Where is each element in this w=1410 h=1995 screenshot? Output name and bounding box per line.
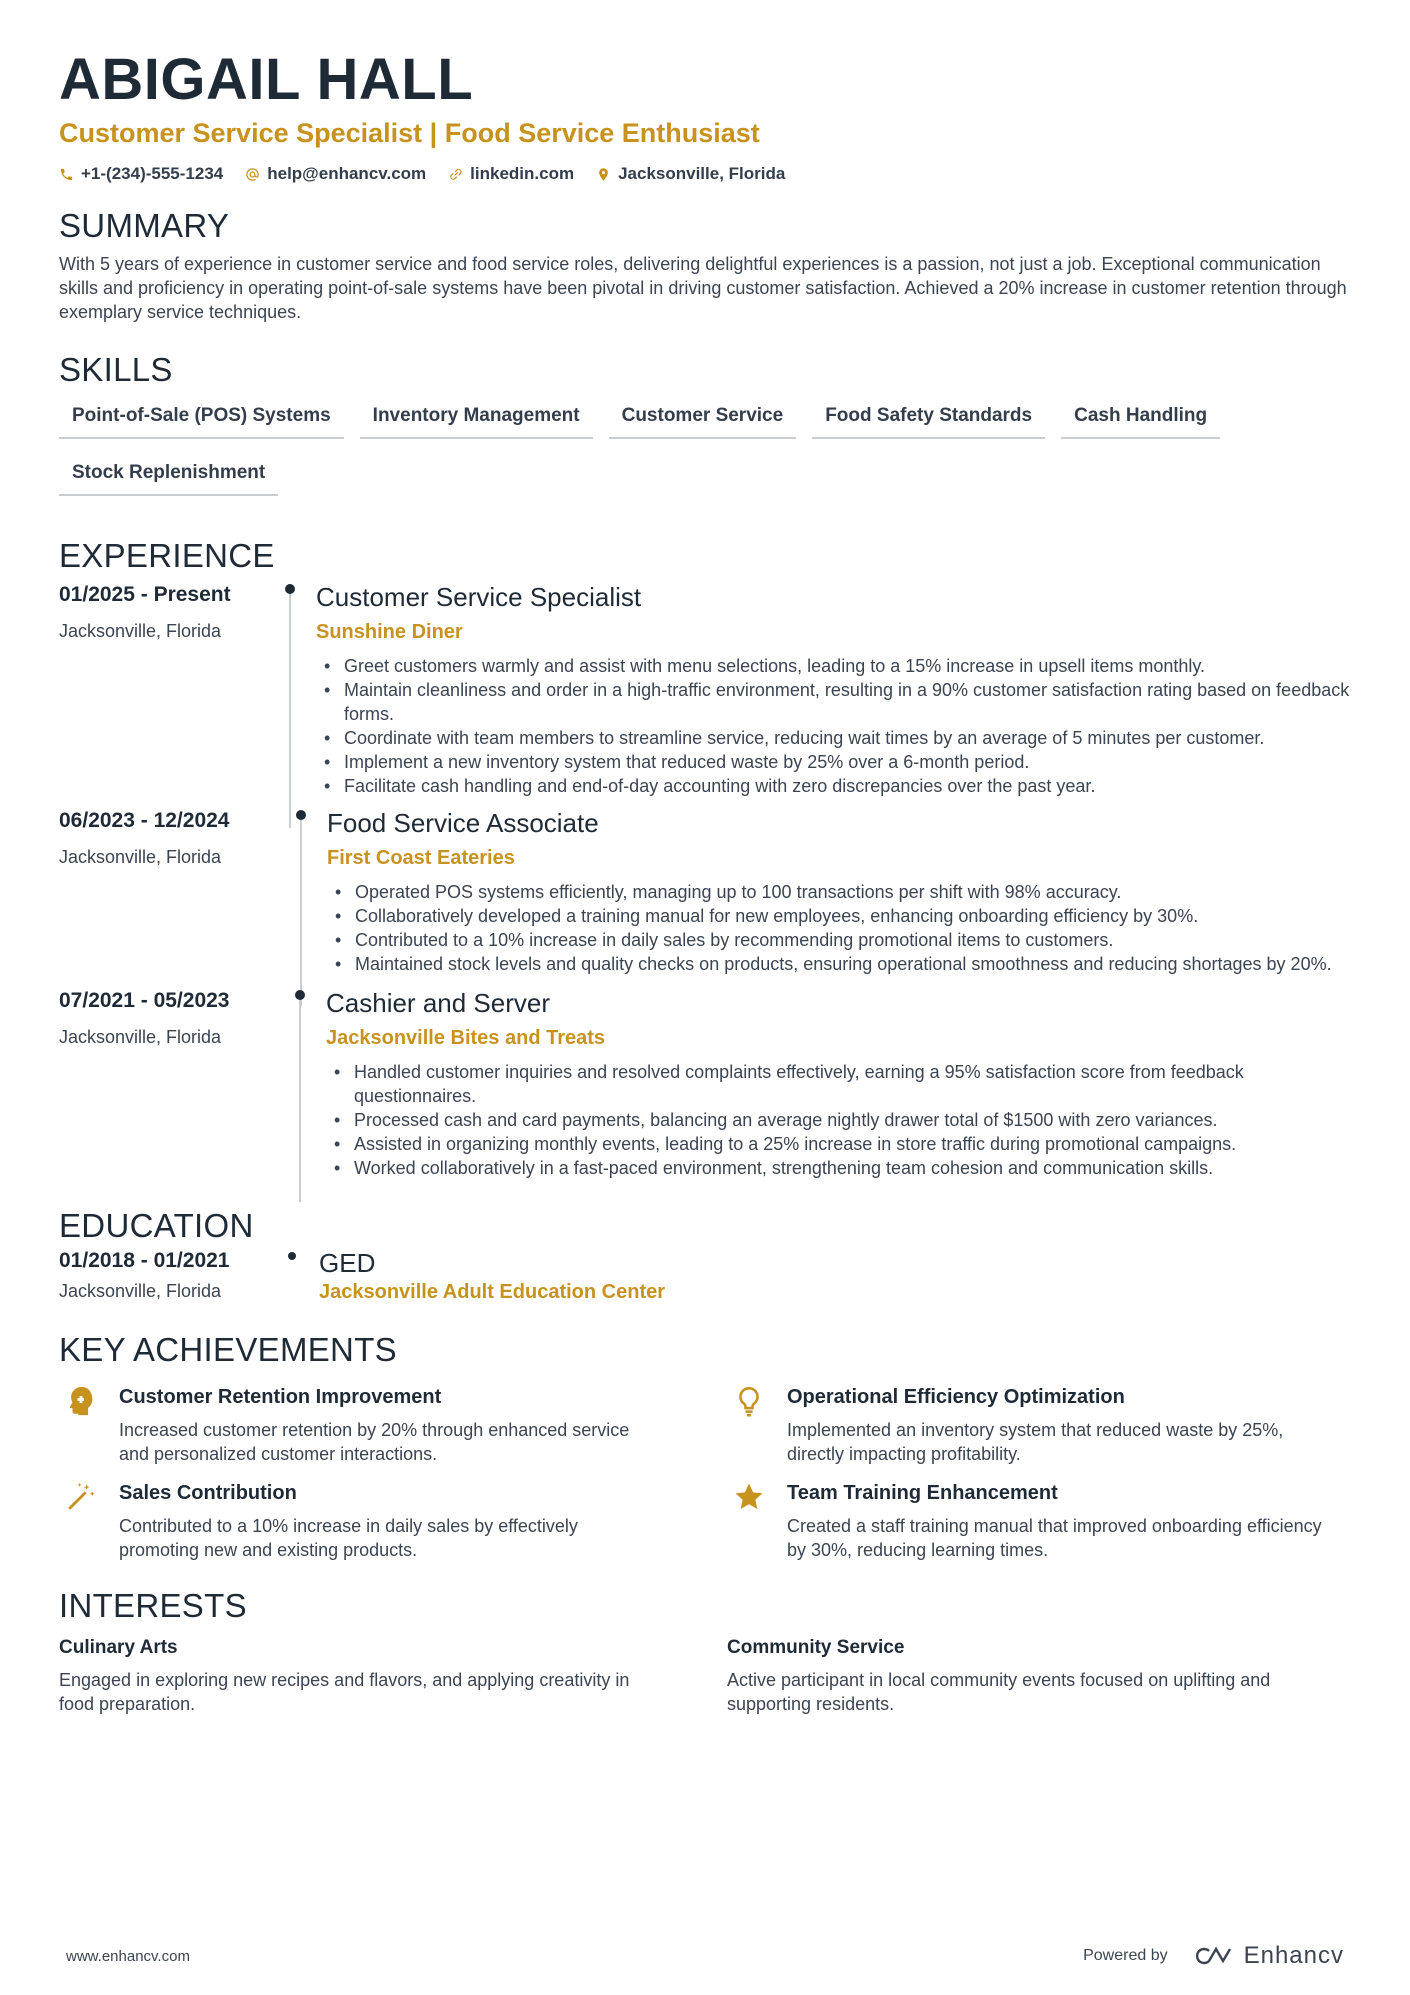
experience-location: Jacksonville, Florida	[59, 621, 222, 641]
experience-bullets	[326, 1060, 1351, 1180]
achievement-item	[727, 1384, 1327, 1466]
contact-bar	[59, 164, 1351, 184]
head-profile-icon	[64, 1384, 98, 1418]
footer	[66, 1942, 1344, 1970]
contact-phone-text: +1-(234)-555-1234	[81, 164, 224, 183]
bullet-item: • Collaboratively developed a training manual for new employees, enhancing onboarding efficiency by 30%.	[327, 904, 1351, 928]
star-icon	[732, 1480, 766, 1514]
powered-by-label: Powered by	[1083, 1947, 1168, 1964]
experience-date: 07/2021 - 05/2023	[59, 989, 230, 1012]
interest-desc: Engaged in exploring new recipes and flavors, and applying creativity in food preparation.	[59, 1670, 630, 1714]
name: ABIGAIL HALL	[59, 47, 474, 112]
contact-email-text: help@enhancv.com	[267, 164, 427, 183]
achievement-item	[59, 1480, 659, 1562]
achievement-title: Team Training Enhancement	[787, 1482, 1058, 1504]
education-item	[59, 1248, 1351, 1304]
phone-icon	[59, 167, 74, 182]
contact-email[interactable]	[245, 164, 426, 184]
experience-item	[59, 808, 1351, 976]
experience-date: 01/2025 - Present	[59, 583, 231, 606]
skills-list	[59, 398, 1239, 496]
interests-heading: INTERESTS	[59, 1587, 247, 1624]
achievement-desc: Contributed to a 10% increase in daily sales by effectively promoting new and existing products.	[119, 1516, 578, 1560]
bullet-item: • Worked collaboratively in a fast-paced environment, strengthening team cohesion and communication skills.	[326, 1156, 1351, 1180]
summary-heading: SUMMARY	[59, 207, 230, 244]
experience-role: Food Service Associate	[327, 808, 599, 838]
experience-company: First Coast Eateries	[327, 847, 515, 869]
achievement-desc: Implemented an inventory system that reduced waste by 25%, directly impacting profitability.	[787, 1420, 1284, 1464]
experience-company: Sunshine Diner	[316, 621, 463, 643]
timeline-dot	[288, 1252, 296, 1260]
bullet-item: • Coordinate with team members to streamline service, reducing wait times by an average of 5 minutes per customer.	[316, 726, 1351, 750]
experience-company: Jacksonville Bites and Treats	[326, 1027, 606, 1049]
skill-tag: Stock Replenishment	[59, 455, 278, 496]
achievement-title: Customer Retention Improvement	[119, 1386, 442, 1408]
skills-heading: SKILLS	[59, 351, 173, 388]
skill-tag: Cash Handling	[1061, 398, 1220, 439]
timeline-dot	[285, 584, 295, 594]
footer-url[interactable]: www.enhancv.com	[66, 1947, 190, 1965]
timeline-dot	[296, 810, 306, 820]
bullet-item: • Maintain cleanliness and order in a high-traffic environment, resulting in a 90% customer satisfaction rating based on feedback forms.	[316, 678, 1351, 726]
contact-location	[596, 164, 785, 184]
achievement-desc: Increased customer retention by 20% through enhanced service and personalized customer interactions.	[119, 1420, 630, 1464]
location-pin-icon	[596, 167, 611, 182]
timeline-line	[289, 588, 291, 828]
skill-tag: Customer Service	[609, 398, 797, 439]
brand-name: Enhancv	[1243, 1942, 1344, 1969]
achievement-desc: Created a staff training manual that improved onboarding efficiency by 30%, reducing learning times.	[787, 1516, 1322, 1560]
experience-heading: EXPERIENCE	[59, 537, 275, 574]
experience-location: Jacksonville, Florida	[59, 1027, 222, 1047]
contact-linkedin[interactable]	[448, 164, 574, 184]
bullet-item: • Maintained stock levels and quality checks on products, ensuring operational smoothness and reducing shortages by 20%.	[327, 952, 1351, 976]
timeline-line	[300, 814, 302, 1006]
lightbulb-icon	[732, 1384, 766, 1418]
interest-desc: Active participant in local community events focused on uplifting and supporting residents.	[727, 1670, 1271, 1714]
achievements-heading: KEY ACHIEVEMENTS	[59, 1331, 397, 1368]
bullet-item: • Processed cash and card payments, balancing an average nightly drawer total of $1500 with zero variances.	[326, 1108, 1351, 1132]
at-icon	[245, 167, 260, 182]
interest-title: Culinary Arts	[59, 1637, 178, 1658]
bullet-item: • Assisted in organizing monthly events, leading to a 25% increase in store traffic during promotional campaigns.	[326, 1132, 1351, 1156]
skill-tag: Food Safety Standards	[812, 398, 1045, 439]
contact-phone[interactable]	[59, 164, 223, 184]
achievement-title: Operational Efficiency Optimization	[787, 1386, 1125, 1408]
bullet-item: • Handled customer inquiries and resolved complaints effectively, earning a 95% satisfaction score from feedback questionnaires.	[326, 1060, 1351, 1108]
contact-linkedin-text: linkedin.com	[470, 164, 575, 183]
achievement-item	[59, 1384, 659, 1466]
bullet-item: • Greet customers warmly and assist with menu selections, leading to a 15% increase in upsell items monthly.	[316, 654, 1351, 678]
powered-by	[1083, 1942, 1344, 1970]
interest-item	[59, 1636, 659, 1716]
education-school: Jacksonville Adult Education Center	[319, 1281, 666, 1303]
interest-title: Community Service	[727, 1637, 905, 1658]
experience-role: Cashier and Server	[326, 988, 550, 1018]
timeline-line	[299, 994, 301, 1202]
experience-date: 06/2023 - 12/2024	[59, 809, 230, 832]
link-icon	[448, 167, 463, 182]
education-date: 01/2018 - 01/2021	[59, 1249, 230, 1272]
magic-wand-icon	[64, 1480, 98, 1514]
experience-location: Jacksonville, Florida	[59, 847, 222, 867]
education-degree: GED	[319, 1248, 376, 1278]
enhancv-logo-icon	[1192, 1945, 1236, 1967]
skill-tag: Point-of-Sale (POS) Systems	[59, 398, 344, 439]
education-heading: EDUCATION	[59, 1207, 254, 1244]
skill-tag: Inventory Management	[360, 398, 593, 439]
timeline-dot	[295, 990, 305, 1000]
bullet-item: • Contributed to a 10% increase in daily sales by recommending promotional items to customers.	[327, 928, 1351, 952]
experience-item	[59, 582, 1351, 798]
tagline: Customer Service Specialist | Food Service Enthusiast	[59, 118, 760, 148]
contact-location-text: Jacksonville, Florida	[618, 164, 786, 183]
bullet-item: • Operated POS systems efficiently, managing up to 100 transactions per shift with 98% accuracy.	[327, 880, 1351, 904]
bullet-item: • Implement a new inventory system that reduced waste by 25% over a 6-month period.	[316, 750, 1351, 774]
experience-bullets	[327, 880, 1351, 976]
experience-item	[59, 988, 1351, 1180]
brand-logo[interactable]	[1192, 1942, 1344, 1970]
achievements-grid	[59, 1384, 1351, 1562]
interest-item	[727, 1636, 1327, 1716]
achievement-title: Sales Contribution	[119, 1482, 297, 1504]
interests-grid	[59, 1636, 1351, 1716]
experience-bullets	[316, 654, 1351, 798]
experience-role: Customer Service Specialist	[316, 582, 642, 612]
achievement-item	[727, 1480, 1327, 1562]
education-location: Jacksonville, Florida	[59, 1281, 222, 1301]
summary-text: With 5 years of experience in customer service and food service roles, delivering delightful experiences is a passion, not just a job. Exceptional communication skills and proficiency in operating point-of-sale systems have been pivotal in driving customer satisfaction. Achieved a 20% increase in customer retention through exemplary service techniques.	[59, 254, 1347, 322]
bullet-item: • Facilitate cash handling and end-of-day accounting with zero discrepancies over the past year.	[316, 774, 1351, 798]
